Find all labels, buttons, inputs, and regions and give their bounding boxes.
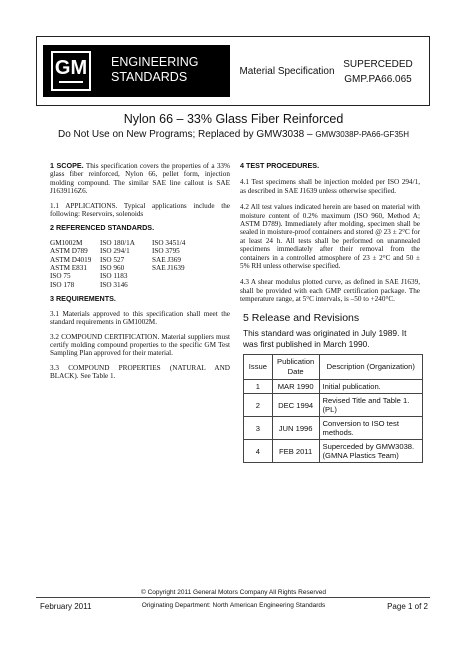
- document-title: Nylon 66 – 33% Glass Fiber Reinforced: [123, 112, 344, 126]
- ref-item: [152, 281, 212, 289]
- issue-cell: 2: [244, 394, 273, 417]
- copyright-notice: © Copyright 2011 General Motors Company All Rights Reserved: [141, 589, 326, 596]
- ref-item: ISO 294/1: [100, 247, 130, 256]
- date-cell: MAR 1990: [272, 380, 319, 394]
- ref-item: [152, 272, 212, 280]
- applications-text: 1.1 APPLICATIONS. Typical applications include the following: Reservoirs, solenoids: [50, 201, 230, 219]
- release-text: This standard was originated in July 1989. It was first published in March 1990.: [243, 328, 407, 349]
- right-column: [240, 162, 420, 304]
- ref-item: ISO 75: [50, 272, 71, 281]
- superseded-spec-number: GMP.PA66.065: [344, 74, 412, 85]
- requirements-heading: 3 REQUIREMENTS.: [50, 294, 116, 304]
- ref-item: ASTM D789: [50, 247, 88, 256]
- ref-item: ASTM E831: [50, 264, 87, 273]
- ref-item: GM1002M: [50, 238, 83, 247]
- test-procedure-4-2: 4.2 All test values indicated herein are based on material with moisture content of 0.2% maximum (ISO 960, Method A; ASTM D789). Immediately after molding, specimen shall be sealed in moisture-proof containers and stored @ 23 ± 2°C for at least 24 h. All tests shall be performed on unannealed specimens immediately after their removal from the containers in a controlled atmosphere of 23 ± 2°C and 50 ± 5% RH unless otherwise specified.: [240, 203, 420, 271]
- date-cell: FEB 2011: [272, 440, 319, 463]
- release-heading: 5 Release and Revisions: [243, 312, 360, 324]
- status-block: [333, 57, 423, 87]
- document-type: Material Specification: [239, 65, 335, 77]
- footer-department: Originating Department: North American Engineering Standards: [141, 602, 326, 609]
- page-number: Page 1 of 2: [387, 602, 428, 611]
- referenced-standards-heading: 2 REFERENCED STANDARDS.: [50, 223, 155, 233]
- gm-logo-text: GM: [54, 57, 88, 79]
- referenced-standards-list: [50, 239, 230, 289]
- test-procedure-4-3: 4.3 A shear modulus plotted curve, as defined in SAE J1639, shall be provided with each GMP certification package. The temperature range, at 5°C intervals, is –50 to +240°C.: [240, 278, 420, 304]
- scope-text: This specification covers the properties of a 33% glass fiber reinforced, Nylon 66, pellet form, injection molding compound. The similar SAE line callout is SAE J1639116Z6.: [50, 162, 230, 196]
- footer-date: February 2011: [40, 602, 92, 611]
- replacement-spec: GMW3038P-PA66-GF35H: [315, 130, 409, 139]
- table-row: [244, 417, 423, 440]
- issue-cell: 3: [244, 417, 273, 440]
- gm-logo-underline: [59, 81, 83, 83]
- requirement-3-1: 3.1 Materials approved to this specification shall meet the standard requirements in GM1002M.: [50, 309, 230, 327]
- ref-item: ISO 960: [100, 264, 125, 273]
- revision-header-row: [244, 355, 423, 380]
- engineering-label: ENGINEERING: [111, 55, 199, 69]
- table-row: [244, 380, 423, 394]
- engineering-standards-label: [111, 55, 199, 85]
- ref-item: ISO 3795: [152, 247, 180, 256]
- date-cell: DEC 1994: [272, 394, 319, 417]
- gm-logo: [51, 51, 91, 91]
- ref-item: ISO 527: [100, 255, 125, 264]
- footer-divider: [36, 597, 430, 598]
- test-procedure-4-1: 4.1 Test specimens shall be injection molded per ISO 294/1, as described in SAE J1639 unless otherwise specified.: [240, 178, 420, 195]
- description-cell: Revised Title and Table 1. (PL): [319, 394, 422, 417]
- ref-item: ISO 3146: [100, 280, 128, 289]
- column-header-publication-date: Publication Date: [272, 355, 319, 380]
- engineering-standards-banner: [43, 45, 230, 97]
- ref-item: ISO 180/1A: [100, 238, 135, 247]
- left-column: [50, 162, 230, 381]
- scope-heading: 1 SCOPE.: [50, 161, 84, 170]
- ref-item: ASTM D4019: [50, 255, 92, 264]
- ref-item: ISO 1183: [100, 272, 128, 281]
- table-row: [244, 394, 423, 417]
- status-label: SUPERCEDED: [343, 59, 413, 70]
- column-header-description: Description (Organization): [319, 355, 422, 380]
- test-procedures-heading: 4 TEST PROCEDURES.: [240, 161, 320, 170]
- issue-cell: 4: [244, 440, 273, 463]
- ref-item: SAE J369: [152, 255, 181, 264]
- issue-cell: 1: [244, 380, 273, 394]
- standards-label: STANDARDS: [111, 70, 188, 84]
- date-cell: JUN 1996: [272, 417, 319, 440]
- requirement-3-3: 3.3 COMPOUND PROPERTIES (NATURAL AND BLACK). See Table 1.: [50, 363, 230, 381]
- document-subtitle: [0, 129, 467, 140]
- requirement-3-2: 3.2 COMPOUND CERTIFICATION. Material suppliers must certify molding compound properties to the specific GM Test Sampling Plan approved for their material.: [50, 332, 230, 358]
- ref-item: ISO 178: [50, 280, 75, 289]
- replacement-note: Do Not Use on New Programs; Replaced by GMW3038 –: [57, 129, 313, 140]
- ref-item: SAE J1639: [152, 264, 185, 273]
- table-row: [244, 440, 423, 463]
- ref-item: ISO 3451/4: [152, 238, 186, 247]
- revision-table: [243, 354, 423, 463]
- description-cell: Superceded by GMW3038. (GMNA Plastics Team): [319, 440, 422, 463]
- document-header: [36, 36, 430, 106]
- release-and-revisions: [243, 312, 423, 463]
- description-cell: Conversion to ISO test methods.: [319, 417, 422, 440]
- description-cell: Initial publication.: [319, 380, 422, 394]
- scope-section: [50, 162, 230, 196]
- column-header-issue: Issue: [244, 355, 273, 380]
